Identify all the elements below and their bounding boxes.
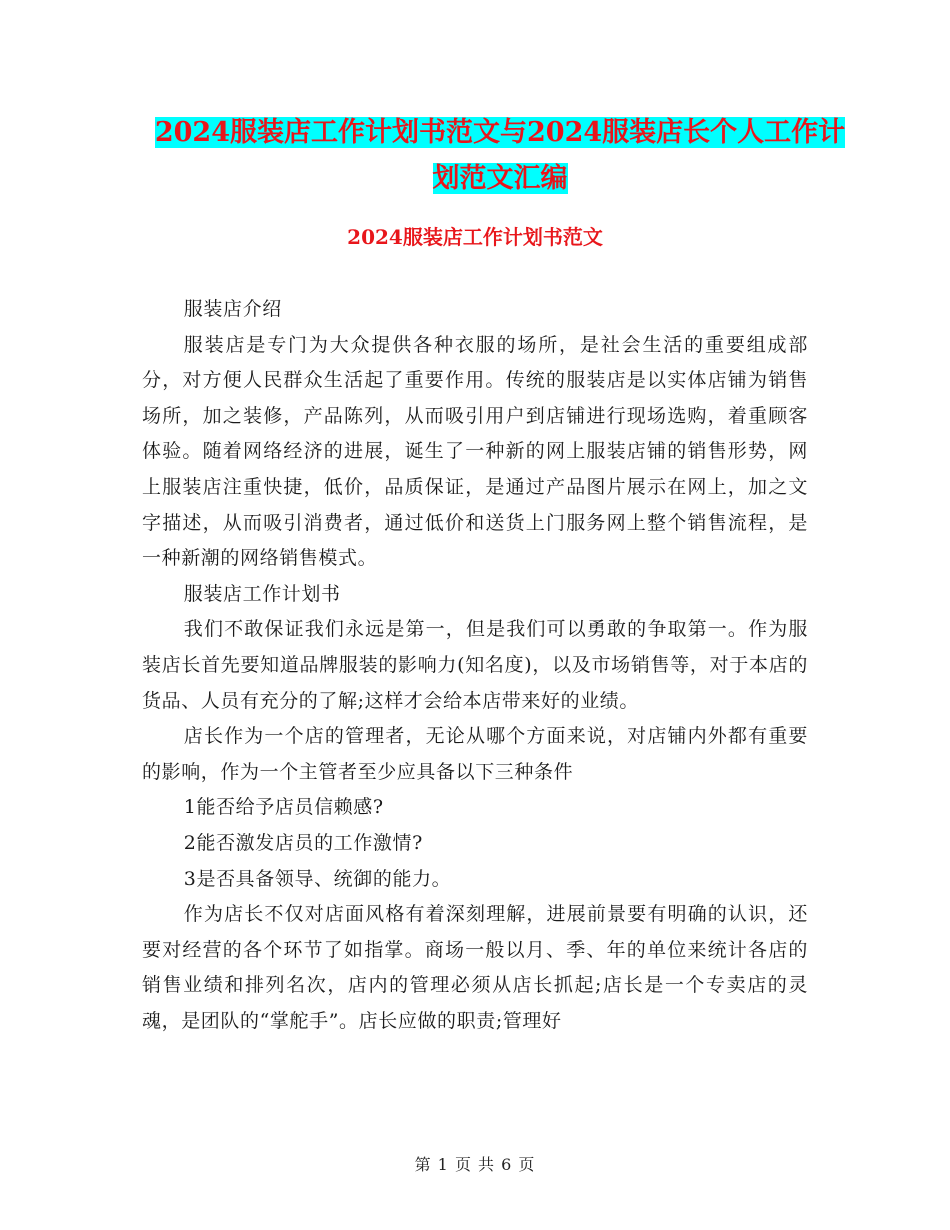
- document-title: [150, 110, 850, 202]
- section-title: 2024服装店工作计划书范文: [347, 225, 603, 249]
- paragraph-condition-3: 3是否具备领导、统御的能力。: [183, 867, 452, 890]
- paragraph-intro-heading: 服装店介绍: [183, 298, 282, 320]
- document-title-text: 2024服装店工作计划书范文与2024服装店长个人工作计划范文汇编: [154, 117, 846, 194]
- page-footer: 第 1 页 共 6 页: [414, 1155, 536, 1174]
- paragraph-condition-1: 1能否给予店员信赖感?: [183, 796, 384, 819]
- paragraph-plan-heading: 服装店工作计划书: [183, 582, 341, 605]
- paragraph-duties: 作为店长不仅对店面风格有着深刻理解，进展前景要有明确的认识，还要对经营的各个环节了如指掌。商场一般以月、季、年的单位来统计各店的销售业绩和排列名次，店内的管理必须从店长抓起;店长是一个专卖店的灵魂，是团队的“掌舵手”。店长应做的职责;管理好: [142, 903, 808, 1032]
- paragraph-condition-2: 2能否激发店员的工作激情?: [183, 831, 423, 854]
- paragraph-manager: 店长作为一个店的管理者，无论从哪个方面来说，对店铺内外都有重要的影响，作为一个主管者至少应具备以下三种条件: [142, 725, 808, 783]
- paragraph-intro: 服装店是专门为大众提供各种衣服的场所，是社会生活的重要组成部分，对方便人民群众生活起了重要作用。传统的服装店是以实体店铺为销售场所，加之装修，产品陈列，从而吸引用户到店铺进行现场选购，着重顾客体验。随着网络经济的进展，诞生了一种新的网上服装店铺的销售形势，网上服装店注重快捷，低价，品质保证，是通过产品图片展示在网上，加之文字描述，从而吸引消费者，通过低价和送货上门服务网上整个销售流程，是一种新潮的网络销售模式。: [142, 333, 808, 570]
- document-body: [142, 292, 808, 1039]
- paragraph-first: 我们不敢保证我们永远是第一，但是我们可以勇敢的争取第一。作为服装店长首先要知道品牌服装的影响力(知名度)，以及市场销售等，对于本店的货品、人员有充分的了解;这样才会给本店带来好的业绩。: [142, 618, 808, 712]
